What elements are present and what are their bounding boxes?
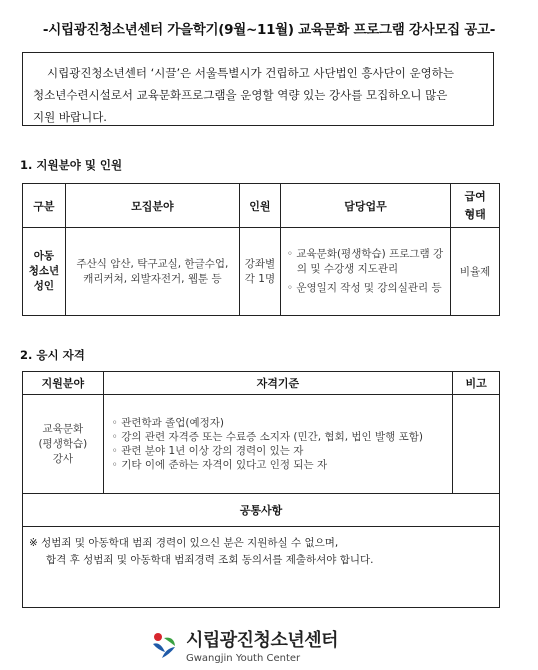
qual-item: ◦ 기타 이에 준하는 자격이 있다고 인정 되는 자 bbox=[111, 459, 328, 471]
application-field-table bbox=[22, 183, 500, 316]
common-note bbox=[23, 527, 500, 608]
app-field-line: (평생학습) bbox=[38, 437, 88, 450]
intro-line-3: 지원 바랍니다. bbox=[33, 110, 107, 124]
count-line: 강좌별 bbox=[244, 257, 276, 270]
header-pay bbox=[451, 184, 500, 228]
note-line-1: ※ 성범죄 및 아동학대 범죄 경력이 있으신 분은 지원하실 수 없으며, bbox=[29, 537, 339, 549]
note-line-2: 합격 후 성범죄 및 아동학대 범죄경력 조회 동의서를 제출하셔야 합니다. bbox=[46, 554, 374, 566]
header-field: 모집분야 bbox=[65, 184, 239, 228]
center-logo bbox=[150, 626, 338, 664]
count-line: 각 1명 bbox=[244, 272, 276, 285]
intro-line-2: 청소년수련시설로서 교육문화프로그램을 운영할 역량 있는 강사를 모집하오니 많은 bbox=[33, 88, 448, 102]
section-1-heading: 1. 지원분야 및 인원 bbox=[20, 158, 123, 172]
intro-line-1: 시립광진청소년센터 ‘시끌’은 서울특별시가 건립하고 사단법인 흥사단이 운영하는 bbox=[47, 66, 454, 80]
duty-item: ◦ 교육문화(평생학습) 프로그램 강의 및 수강생 지도관리 bbox=[286, 248, 444, 275]
intro-box bbox=[22, 52, 494, 126]
header-pay-line-2: 형태 bbox=[464, 207, 486, 221]
cell-count bbox=[240, 228, 281, 316]
app-field-line: 교육문화 bbox=[42, 422, 84, 435]
header-app-field: 지원분야 bbox=[23, 372, 104, 395]
page-title: -시립광진청소년센터 가을학기(9월~11월) 교육문화 프로그램 강사모집 공고- bbox=[42, 22, 496, 38]
qualification-table bbox=[22, 371, 500, 608]
qual-item: ◦ 강의 관련 자격증 또는 수료증 소지자 (민간, 협회, 법인 발행 포함) bbox=[111, 431, 424, 443]
qual-item: ◦ 관련 분야 1년 이상 강의 경력이 있는 자 bbox=[111, 445, 304, 457]
header-remark: 비고 bbox=[453, 372, 500, 395]
qual-item: ◦ 관련학과 졸업(예정자) bbox=[111, 417, 225, 429]
section-2-heading: 2. 응시 자격 bbox=[20, 348, 85, 362]
center-name-en: Gwangjin Youth Center bbox=[186, 653, 301, 664]
header-category: 구분 bbox=[23, 184, 66, 228]
cell-pay: 비율제 bbox=[451, 228, 500, 316]
cell-duties bbox=[280, 228, 450, 316]
cell-remark bbox=[453, 395, 500, 494]
category-line: 성인 bbox=[33, 280, 55, 292]
header-qual: 자격기준 bbox=[103, 372, 452, 395]
cell-category bbox=[23, 228, 66, 316]
cell-fields bbox=[65, 228, 239, 316]
cell-quals bbox=[103, 395, 452, 494]
category-line: 아동 bbox=[33, 250, 55, 262]
header-pay-line-1: 급여 bbox=[464, 189, 486, 203]
common-title: 공통사항 bbox=[23, 494, 500, 527]
app-field-line: 강사 bbox=[52, 452, 73, 465]
header-count: 인원 bbox=[240, 184, 281, 228]
center-name-ko: 시립광진청소년센터 bbox=[186, 630, 338, 651]
category-line: 청소년 bbox=[28, 265, 60, 277]
field-line: 캐리커쳐, 외발자전거, 웹툰 등 bbox=[83, 272, 222, 285]
center-emblem-icon bbox=[150, 630, 178, 660]
duty-item: ◦ 운영일지 작성 및 강의실관리 등 bbox=[286, 282, 442, 294]
field-line: 주산식 암산, 탁구교실, 한글수업, bbox=[76, 257, 229, 270]
cell-app-field bbox=[23, 395, 104, 494]
header-duty: 담당업무 bbox=[280, 184, 450, 228]
